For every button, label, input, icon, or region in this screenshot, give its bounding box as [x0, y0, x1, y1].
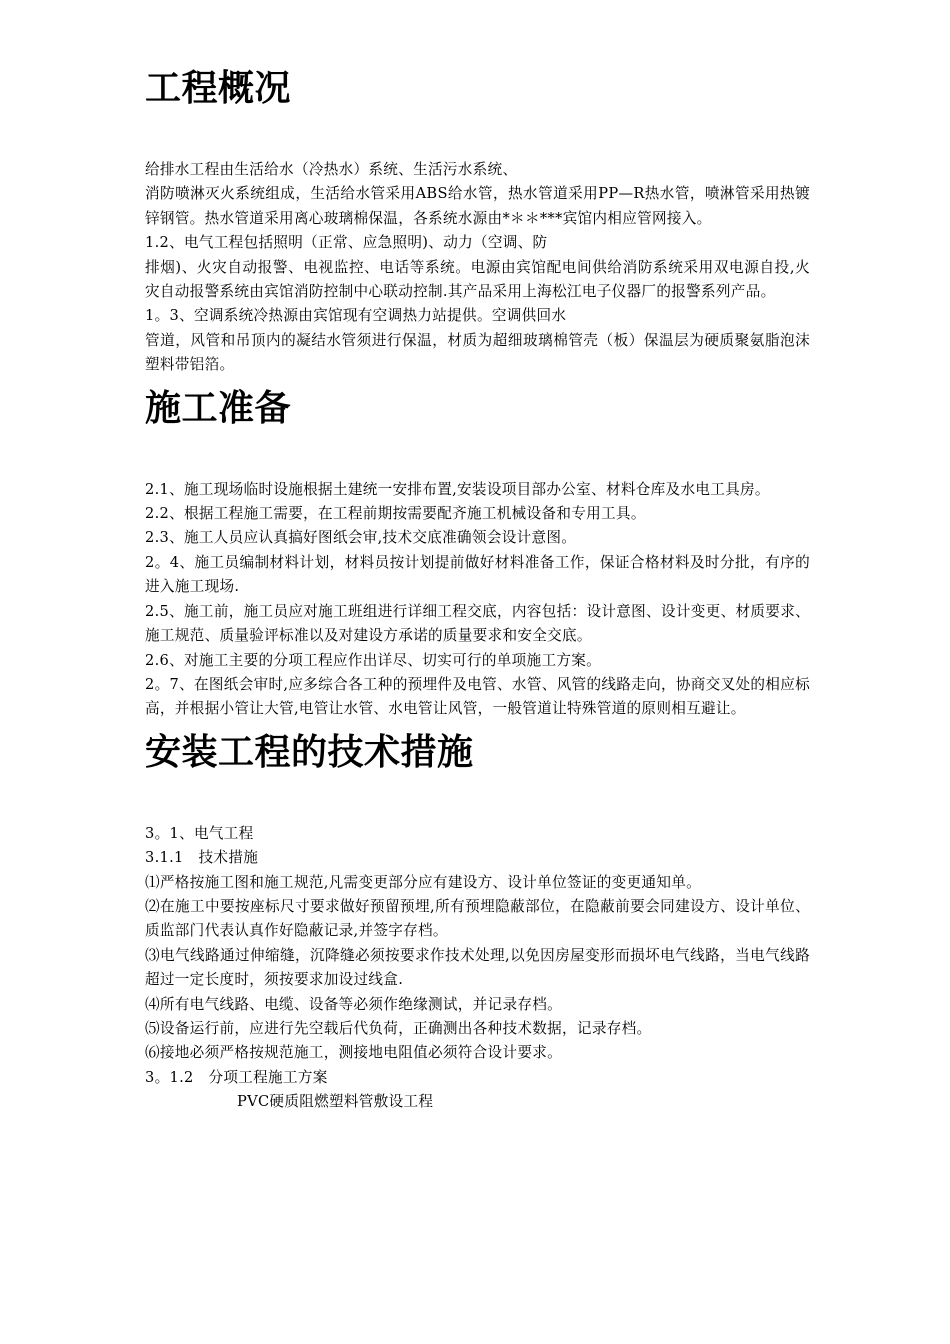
paragraph: 3。1.2 分项工程施工方案 — [145, 1068, 328, 1086]
paragraph: 2。4、施工员编制材料计划，材料员按计划提前做好材料准备工作，保证合格材料及时分批，有序的进入施工现场. — [145, 553, 810, 596]
document-page — [145, 58, 810, 1115]
paragraph: 消防喷淋灭火系统组成，生活给水管采用ABS给水管，热水管道采用PP—R热水管，喷淋管采用热镀锌钢管。热水管道采用离心玻璃棉保温，各系统水源由*＊＊***宾馆内相应管网接入。 — [145, 185, 810, 227]
paragraph: 2.6、对施工主要的分项工程应作出详尽、切实可行的单项施工方案。 — [145, 651, 602, 669]
paragraph: 2.3、施工人员应认真搞好图纸会审,技术交底准确领会设计意图。 — [145, 529, 577, 547]
paragraph: 1。3、空调系统冷热源由宾馆现有空调热力站提供。空调供回水 — [145, 307, 567, 325]
paragraph: ⑷所有电气线路、电缆、设备等必须作绝缘测试，并记录存档。 — [145, 995, 563, 1013]
paragraph: 排烟)、火灾自动报警、电视监控、电话等系统。电源由宾馆配电间供给消防系统采用双电源自投,火灾自动报警系统由宾馆消防控制中心联动控制.其产品采用上海松江电子仪器厂的报警系列产品。 — [145, 258, 810, 301]
paragraph: ⑵在施工中要按座标尺寸要求做好预留预埋,所有预埋隐蔽部位，在隐蔽前要会同建设方、设计单位、质监部门代表认真作好隐蔽记录,并签字存档。 — [145, 897, 810, 940]
paragraph: 3。1、电气工程 — [145, 824, 254, 842]
paragraph: 管道，风管和吊顶内的凝结水管须进行保温，材质为超细玻璃棉管壳（板）保温层为硬质聚氨脂泡沫塑料带铝箔。 — [145, 331, 810, 374]
paragraph: ⑸设备运行前，应进行先空载后代负荷，正确测出各种技术数据，记录存档。 — [145, 1019, 652, 1037]
paragraph: 3.1.1 技术措施 — [145, 849, 259, 867]
spacer — [145, 784, 810, 822]
paragraph: ⑶电气线路通过伸缩缝，沉降缝必须按要求作技术处理,以免因房屋变形而损坏电气线路，当电气线路超过一定长度时，须按要求加设过线盒. — [145, 946, 810, 989]
paragraph: 2.1、施工现场临时设施根据土建统一安排布置,安装设项目部办公室、材料仓库及水电工具房。 — [145, 480, 770, 498]
section-heading-technical-measures: 安装工程的技术措施 — [145, 731, 474, 773]
paragraph-indented: PVC硬质阻燃塑料管敷设工程 — [237, 1093, 434, 1111]
paragraph: 给排水工程由生活给水（冷热水）系统、生活污水系统、 — [145, 161, 518, 178]
section-heading-project-overview: 工程概况 — [145, 68, 292, 109]
paragraph: ⑹接地必须严格按规范施工，测接地电阻值必须符合设计要求。 — [145, 1044, 563, 1062]
paragraph: 2.2、根据工程施工需要，在工程前期按需要配齐施工机械设备和专用工具。 — [145, 505, 646, 523]
paragraph: 1.2、电气工程包括照明（正常、应急照明)、动力（空调、防 — [145, 234, 548, 252]
paragraph: 2。7、在图纸会审时,应多综合各工种的预埋件及电管、水管、风管的线路走向，协商交叉处的相应标高，并根据小管让大管,电管让水管、水电管让风管，一般管道让特殊管道的原则相互避让。 — [145, 675, 810, 718]
paragraph: ⑴严格按施工图和施工规范,凡需变更部分应有建设方、设计单位签证的变更通知单。 — [145, 873, 702, 891]
spacer — [145, 120, 810, 158]
paragraph: 2.5、施工前，施工员应对施工班组进行详细工程交底，内容包括：设计意图、设计变更、材质要求、施工规范、质量验评标准以及对建设方承诺的质量要求和安全交底。 — [145, 602, 810, 645]
spacer — [145, 440, 810, 478]
section-heading-construction-preparation: 施工准备 — [145, 387, 292, 429]
